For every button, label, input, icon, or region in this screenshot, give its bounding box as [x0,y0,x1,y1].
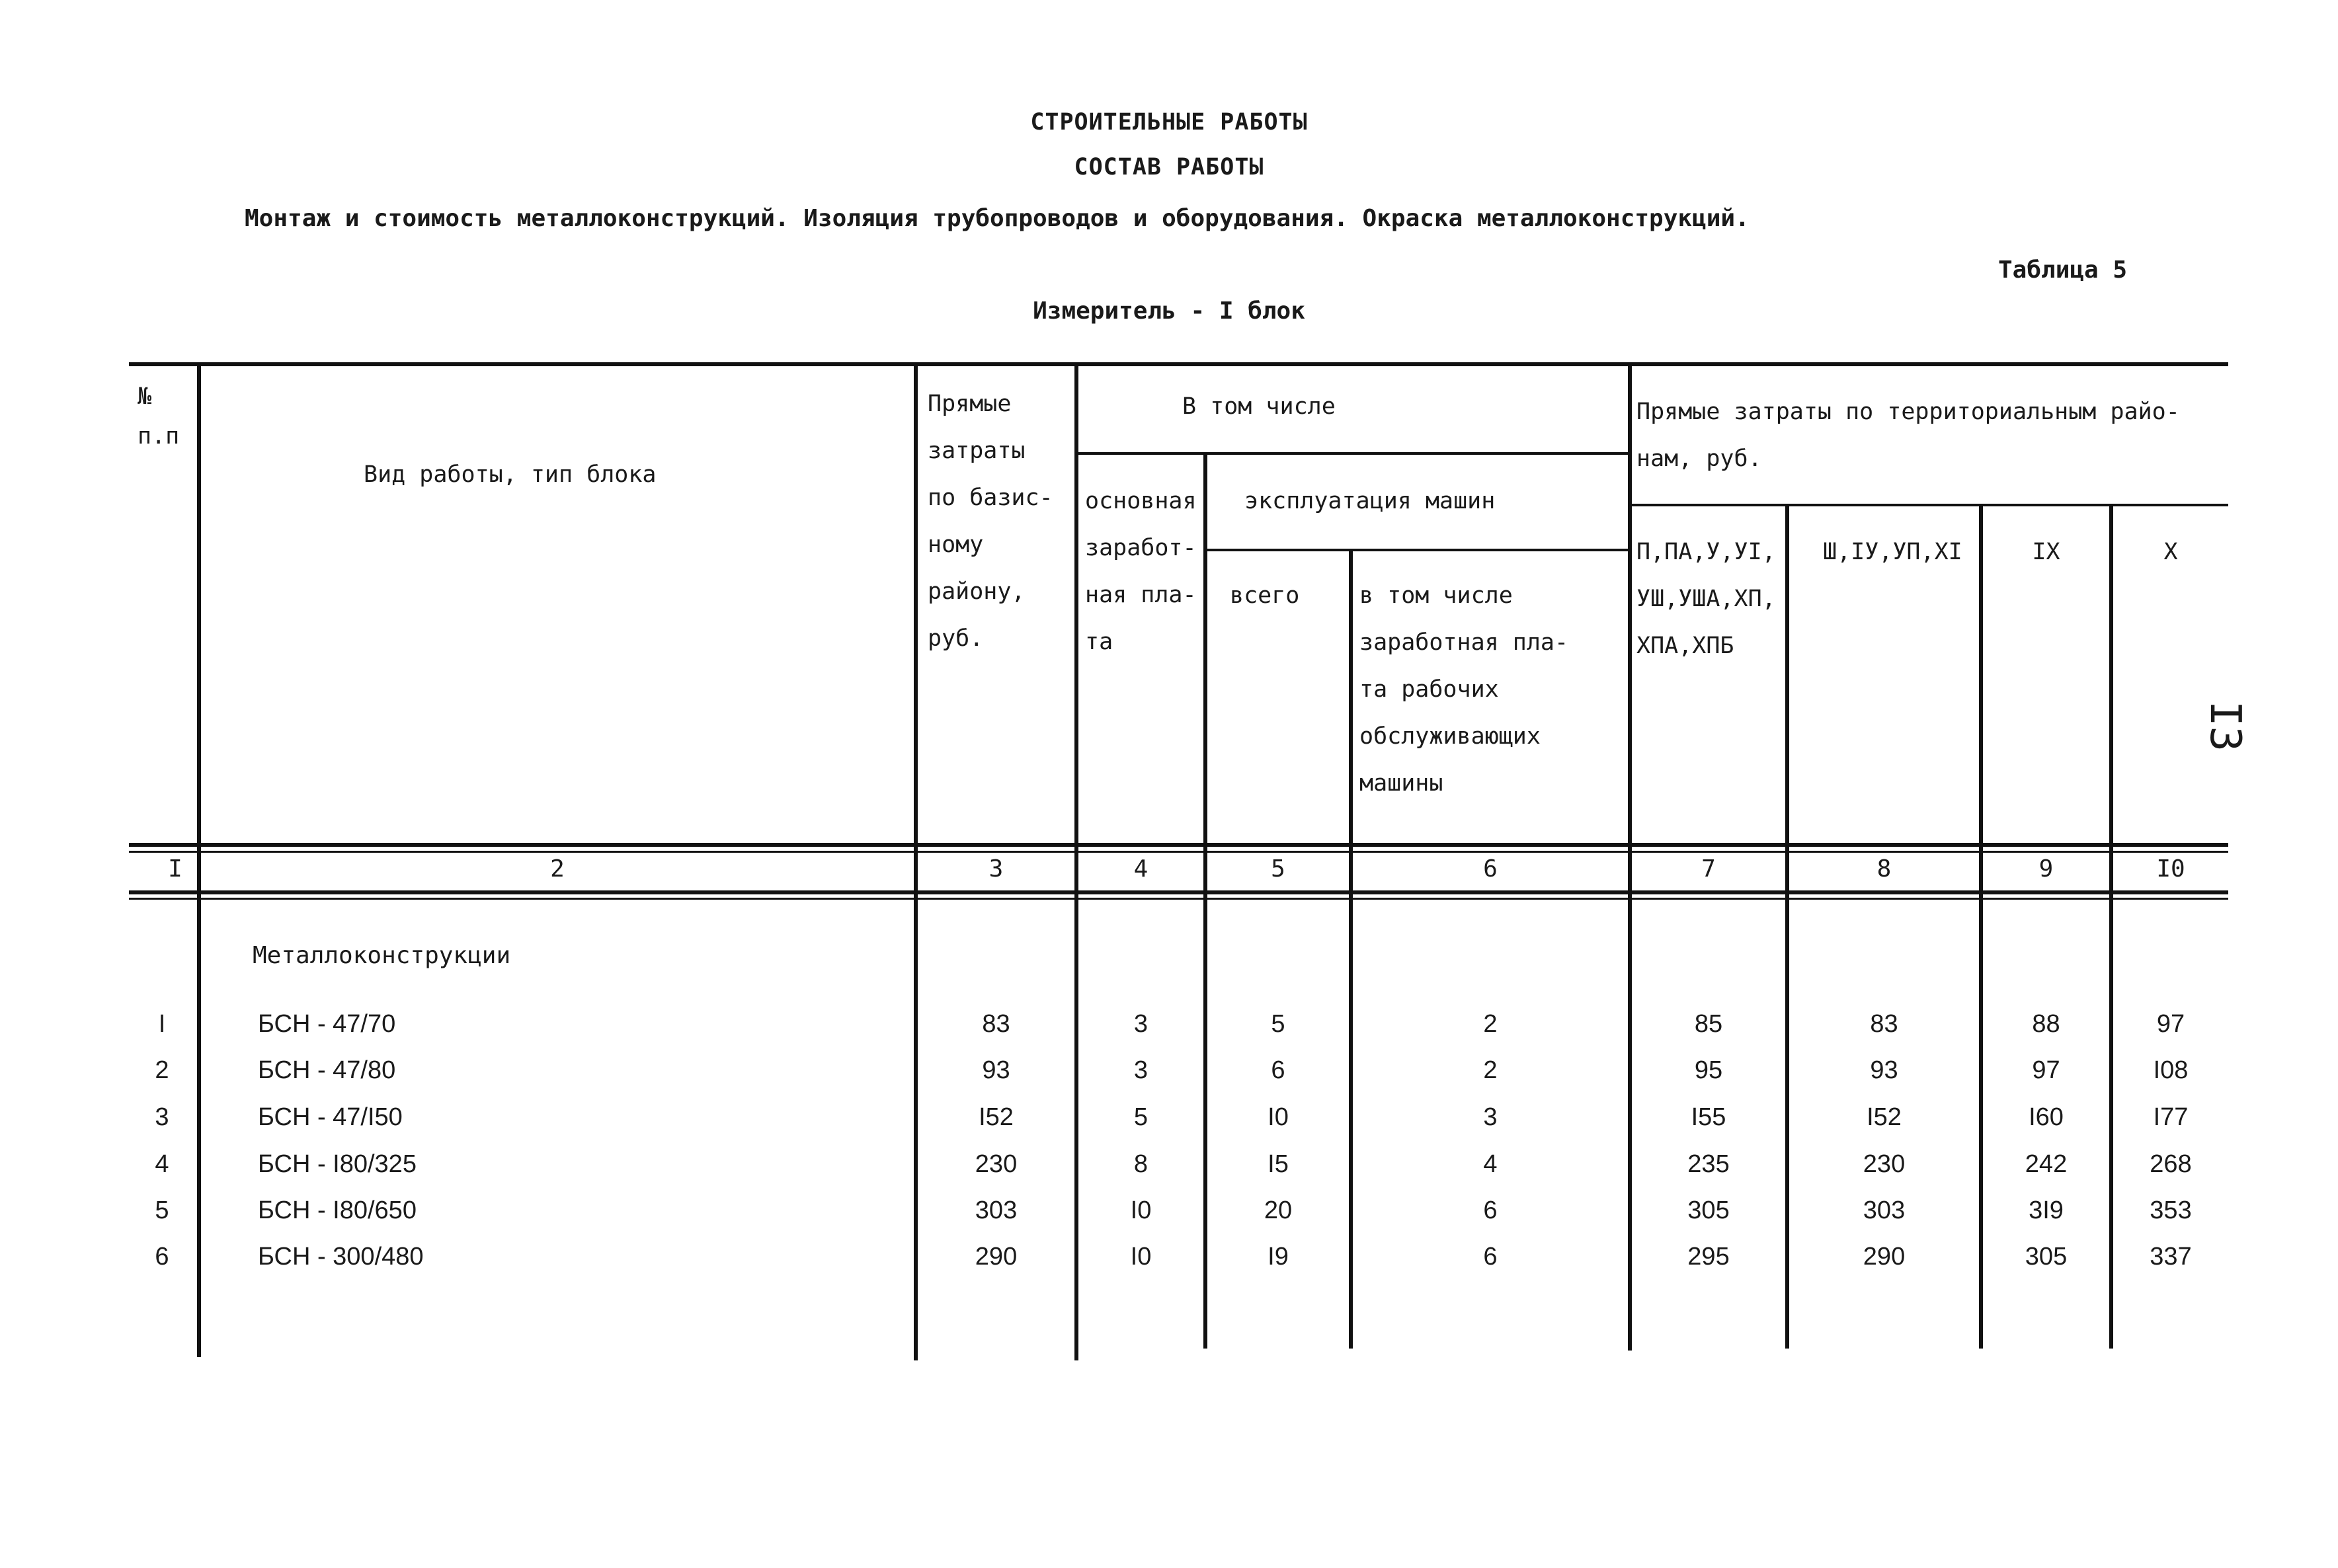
cell-region-10: I08 [2153,1056,2189,1084]
cell-region-10: 268 [2150,1150,2192,1178]
header-bottom-rule-2 [129,851,2228,853]
header-regional-costs: Прямые затраты по территориальным райо- нам, руб. [1636,399,2180,472]
column-number: 5 [1271,855,1285,882]
cell-region-10: I77 [2153,1103,2189,1131]
cell-machine-total: 6 [1271,1056,1285,1084]
cell-work-type: БСН - 47/70 [258,1010,396,1038]
cell-region-2: 93 [1870,1056,1898,1084]
header-including: В том числе [1182,393,1336,420]
cell-row-number: I [158,1010,166,1038]
page-number: I3 [2200,701,2249,752]
header-direct-costs-base: Прямые затраты по базис- ному району, руб. [928,391,1053,652]
cell-direct-costs: 290 [975,1243,1018,1271]
cell-machine-wage: 2 [1483,1056,1498,1084]
column-number: 9 [2038,855,2054,882]
colnum-bottom-rule-2 [129,898,2228,900]
cell-work-type: БСН - 47/80 [258,1056,396,1084]
cell-base-wage: 3 [1133,1010,1149,1038]
column-number: 4 [1133,855,1149,882]
document-title: СТРОИТЕЛЬНЫЕ РАБОТЫ [1030,109,1308,136]
cell-region-1: 295 [1687,1243,1730,1271]
cell-region-1: I55 [1691,1103,1726,1131]
cell-region-9: 305 [2025,1243,2068,1271]
column-number: 3 [988,855,1004,882]
cell-region-9: 88 [2032,1010,2060,1038]
cell-machine-total: I5 [1268,1150,1289,1178]
cell-machine-total: 5 [1271,1010,1285,1038]
work-description: Монтаж и стоимость металлоконструкций. Изоляция трубопроводов и оборудования. Окраска металлоконструкций. [245,205,1750,232]
cell-region-9: 242 [2025,1150,2068,1178]
header-region-9: IX [2032,539,2060,565]
cell-region-2: 303 [1863,1196,1906,1224]
column-number: I0 [2156,855,2185,882]
column-number: I [168,855,182,882]
header-work-type: Вид работы, тип блока [364,461,657,488]
cell-row-number: 2 [155,1056,169,1084]
cell-machine-wage: 6 [1483,1196,1498,1224]
header-machine-wage: в том числе заработная пла- та рабочих обслуживающих машины [1359,582,1569,797]
table-number: Таблица 5 [1998,256,2128,284]
cell-work-type: БСН - I80/325 [258,1150,417,1178]
cell-machine-total: I9 [1268,1243,1289,1271]
cell-region-1: 235 [1687,1150,1730,1178]
cell-base-wage: I0 [1130,1196,1152,1224]
cell-work-type: БСН - 47/I50 [258,1103,403,1131]
header-machine-total: всего [1230,582,1300,609]
header-region-group-2: Ш,IУ,УП,ХI [1823,539,1962,565]
cell-region-10: 337 [2150,1243,2192,1271]
cell-direct-costs: 93 [982,1056,1010,1084]
group-machines-rule [1207,549,1630,551]
cell-region-10: 353 [2150,1196,2192,1224]
column-number: 6 [1483,855,1498,882]
cell-region-1: 85 [1694,1010,1723,1038]
header-row-number: № п.п [138,383,180,450]
cell-region-10: 97 [2156,1010,2185,1038]
cell-machine-wage: 4 [1483,1150,1498,1178]
cell-direct-costs: 83 [982,1010,1010,1038]
cell-work-type: БСН - I80/650 [258,1196,417,1224]
column-number: 7 [1701,855,1716,882]
cell-row-number: 4 [155,1150,169,1178]
cell-region-2: I52 [1867,1103,1902,1131]
cell-region-1: 95 [1694,1056,1723,1084]
cell-region-1: 305 [1687,1196,1730,1224]
header-region-group-1: П,ПА,У,УI, УШ,УША,ХП, ХПА,ХПБ [1636,539,1776,659]
measure-unit: Измеритель - I блок [1033,297,1305,325]
cell-direct-costs: 230 [975,1150,1018,1178]
document-subtitle-heading: СОСТАВ РАБОТЫ [1074,154,1264,180]
column-number: 8 [1876,855,1892,882]
cell-machine-total: I0 [1268,1103,1289,1131]
header-machine-operation: эксплуатация машин [1244,488,1496,514]
colnum-bottom-rule [129,890,2228,894]
section-title: Металлоконструкции [253,942,511,969]
cell-region-9: I60 [2029,1103,2064,1131]
cell-row-number: 5 [155,1196,169,1224]
cell-region-9: 3I9 [2029,1196,2064,1224]
cell-row-number: 3 [155,1103,169,1131]
col-divider-5 [1349,549,1353,1349]
cell-machine-total: 20 [1264,1196,1293,1224]
group-regions-rule [1630,504,2228,506]
cell-direct-costs: 303 [975,1196,1018,1224]
cell-row-number: 6 [155,1243,169,1271]
header-region-10: X [2163,539,2178,565]
cell-base-wage: 5 [1133,1103,1149,1131]
cell-base-wage: 8 [1133,1150,1149,1178]
cell-base-wage: 3 [1133,1056,1149,1084]
column-number: 2 [550,855,565,882]
cell-machine-wage: 6 [1483,1243,1498,1271]
cell-direct-costs: I52 [979,1103,1014,1131]
cell-region-2: 83 [1870,1010,1898,1038]
cell-base-wage: I0 [1130,1243,1152,1271]
cell-region-2: 290 [1863,1243,1906,1271]
table-top-rule [129,362,2228,366]
cell-machine-wage: 2 [1483,1010,1498,1038]
header-base-wage: основная заработ- ная пла- та [1085,488,1197,655]
cell-region-9: 97 [2032,1056,2060,1084]
cell-region-2: 230 [1863,1150,1906,1178]
cell-machine-wage: 3 [1483,1103,1498,1131]
header-bottom-rule [129,843,2228,847]
cell-work-type: БСН - 300/480 [258,1243,424,1271]
group-incl-rule [1078,452,1630,455]
